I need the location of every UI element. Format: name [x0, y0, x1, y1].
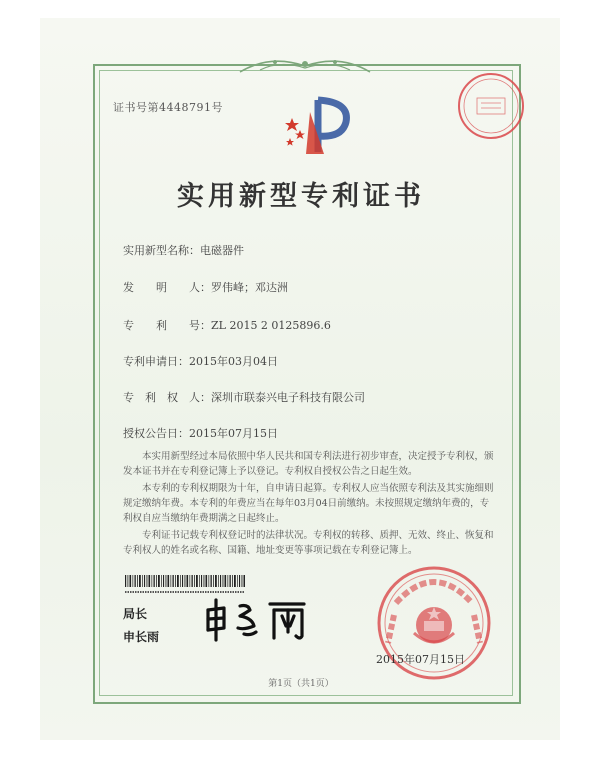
- certificate-title: 实用新型专利证书: [177, 181, 425, 212]
- patent-office-logo-icon: [280, 92, 352, 160]
- page-number: 第1页（共1页）: [268, 679, 334, 689]
- filing-date: 专利申请日：2015年03月04日: [123, 355, 278, 368]
- barcode-digits-icon: [125, 589, 245, 595]
- barcode-icon: [125, 575, 245, 587]
- inventors: 发 明 人：罗伟峰；邓达洲: [123, 281, 288, 294]
- utility-model-name: 实用新型名称：电磁器件: [123, 244, 244, 257]
- certificate-number: 证书号第4448791号: [113, 101, 223, 114]
- grant-announcement-date: 授权公告日：2015年07月15日: [123, 427, 278, 440]
- ornament-icon: [230, 52, 380, 78]
- body-paragraph: 本实用新型经过本局依照中华人民共和国专利法进行初步审查，决定授予专利权，颁发本证书并在专利登记簿上予以登记。专利权自授权公告之日起生效。: [123, 451, 494, 477]
- body-paragraph: 本专利的专利权期限为十年，自申请日起算。专利权人应当依照专利法及其实施细则规定缴纳年费。本专利的年费应当在每年03月04日前缴纳。未按照规定缴纳年费的，专利权自应当缴纳年费期满之日起终止。: [123, 483, 494, 524]
- body-paragraph: 专利证书记载专利权登记时的法律状况。专利权的转移、质押、无效、终止、恢复和专利权人的姓名或名称、国籍、地址变更等事项记载在专利登记簿上。: [123, 530, 494, 556]
- director-title: 局长: [123, 607, 148, 621]
- handwritten-signature-icon: [200, 596, 318, 644]
- official-seal-small-icon: [455, 70, 527, 142]
- certificate-body: [123, 449, 497, 560]
- patent-number: 专 利 号：ZL 2015 2 0125896.6: [123, 319, 331, 332]
- director-name: 申长雨: [123, 630, 160, 644]
- patentee: 专 利 权 人：深圳市联泰兴电子科技有限公司: [123, 391, 365, 404]
- issue-date: 2015年07月15日: [376, 653, 465, 666]
